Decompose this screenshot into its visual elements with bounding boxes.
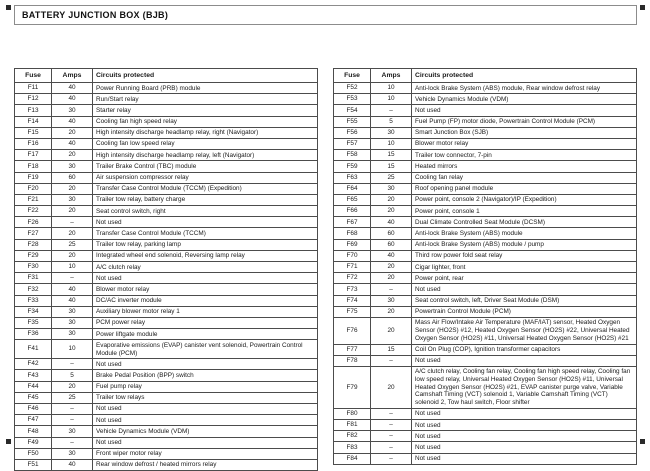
fuse-row bbox=[15, 359, 318, 370]
circuit-cell: Not used bbox=[93, 273, 318, 284]
registration-mark-bottom-right bbox=[640, 439, 645, 444]
registration-mark-top-right bbox=[640, 5, 645, 10]
circuit-cell: Anti-lock Brake System (ABS) module / pump bbox=[412, 239, 637, 250]
fuse-id-cell: F18 bbox=[15, 161, 52, 172]
circuit-cell: Not used bbox=[93, 359, 318, 370]
amps-cell: 20 bbox=[52, 381, 93, 392]
col-header-circuits: Circuits protected bbox=[412, 69, 637, 83]
amps-cell: 40 bbox=[52, 116, 93, 127]
registration-mark-top-left bbox=[6, 5, 11, 10]
amps-cell: 40 bbox=[52, 284, 93, 295]
circuit-cell: Starter relay bbox=[93, 105, 318, 116]
amps-cell: – bbox=[52, 437, 93, 448]
circuit-cell: Not used bbox=[93, 437, 318, 448]
fuse-row bbox=[15, 306, 318, 317]
amps-cell: 40 bbox=[52, 83, 93, 94]
page-title-text: BATTERY JUNCTION BOX (BJB) bbox=[22, 10, 169, 20]
fuse-id-cell: F74 bbox=[334, 295, 371, 306]
amps-cell: 25 bbox=[371, 172, 412, 183]
circuit-cell: Cooling fan relay bbox=[412, 172, 637, 183]
circuit-cell: Power point, console 1 bbox=[412, 206, 637, 217]
col-header-amps: Amps bbox=[52, 69, 93, 83]
amps-cell: – bbox=[371, 442, 412, 453]
amps-cell: 40 bbox=[52, 459, 93, 470]
circuit-cell: Roof opening panel module bbox=[412, 183, 637, 194]
fuse-id-cell: F79 bbox=[334, 366, 371, 408]
fuse-row bbox=[334, 284, 637, 295]
fuse-id-cell: F76 bbox=[334, 317, 371, 344]
fuse-id-cell: F70 bbox=[334, 250, 371, 261]
fuse-row bbox=[15, 381, 318, 392]
fuse-row bbox=[334, 161, 637, 172]
fuse-row bbox=[15, 194, 318, 205]
fuse-row bbox=[334, 105, 637, 116]
circuit-cell: Not used bbox=[412, 431, 637, 442]
circuit-cell: Air suspension compressor relay bbox=[93, 172, 318, 183]
amps-cell: 20 bbox=[371, 262, 412, 273]
fuse-row bbox=[334, 262, 637, 273]
fuse-row bbox=[334, 442, 637, 453]
header-row bbox=[15, 69, 318, 83]
circuit-cell: Fuel pump relay bbox=[93, 381, 318, 392]
amps-cell: 30 bbox=[52, 317, 93, 328]
fuse-id-cell: F13 bbox=[15, 105, 52, 116]
fuse-id-cell: F69 bbox=[334, 239, 371, 250]
amps-cell: 60 bbox=[371, 228, 412, 239]
fuse-row bbox=[15, 228, 318, 239]
fuse-row bbox=[15, 459, 318, 470]
fuse-row bbox=[334, 172, 637, 183]
fuse-row bbox=[334, 194, 637, 205]
amps-cell: 40 bbox=[371, 217, 412, 228]
circuit-cell: Cooling fan low speed relay bbox=[93, 138, 318, 149]
fuse-row bbox=[334, 94, 637, 105]
amps-cell: 15 bbox=[371, 150, 412, 161]
fuse-table-right-body bbox=[334, 83, 637, 465]
amps-cell: 5 bbox=[52, 370, 93, 381]
circuit-cell: Trailer tow relay, battery charge bbox=[93, 194, 318, 205]
amps-cell: 10 bbox=[371, 94, 412, 105]
fuse-id-cell: F26 bbox=[15, 217, 52, 228]
fuse-row bbox=[334, 83, 637, 94]
circuit-cell: Smart Junction Box (SJB) bbox=[412, 127, 637, 138]
fuse-tables bbox=[14, 68, 637, 471]
fuse-id-cell: F21 bbox=[15, 194, 52, 205]
amps-cell: 20 bbox=[371, 273, 412, 284]
amps-cell: 5 bbox=[371, 116, 412, 127]
fuse-id-cell: F54 bbox=[334, 105, 371, 116]
circuit-cell: DC/AC inverter module bbox=[93, 295, 318, 306]
amps-cell: 30 bbox=[52, 426, 93, 437]
circuit-cell: Rear window defrost / heated mirrors relay bbox=[93, 459, 318, 470]
fuse-row bbox=[15, 317, 318, 328]
amps-cell: – bbox=[371, 420, 412, 431]
fuse-row bbox=[15, 94, 318, 105]
fuse-row bbox=[15, 370, 318, 381]
fuse-id-cell: F65 bbox=[334, 194, 371, 205]
fuse-id-cell: F84 bbox=[334, 453, 371, 464]
amps-cell: 40 bbox=[52, 295, 93, 306]
amps-cell: – bbox=[371, 284, 412, 295]
fuse-id-cell: F56 bbox=[334, 127, 371, 138]
amps-cell: 30 bbox=[52, 306, 93, 317]
circuit-cell: Evaporative emissions (EVAP) canister vent solenoid, Powertrain Control Module (PCM) bbox=[93, 340, 318, 359]
fuse-id-cell: F63 bbox=[334, 172, 371, 183]
circuit-cell: Transfer Case Control Module (TCCM) bbox=[93, 228, 318, 239]
fuse-id-cell: F53 bbox=[334, 94, 371, 105]
amps-cell: 30 bbox=[52, 194, 93, 205]
fuse-row bbox=[334, 344, 637, 355]
amps-cell: – bbox=[52, 415, 93, 426]
fuse-row bbox=[15, 426, 318, 437]
fuse-id-cell: F44 bbox=[15, 381, 52, 392]
fuse-id-cell: F30 bbox=[15, 262, 52, 273]
circuit-cell: Cooling fan high speed relay bbox=[93, 116, 318, 127]
amps-cell: – bbox=[371, 453, 412, 464]
circuit-cell: Trailer tow connector, 7-pin bbox=[412, 150, 637, 161]
circuit-cell: Brake Pedal Position (BPP) switch bbox=[93, 370, 318, 381]
col-header-fuse: Fuse bbox=[15, 69, 52, 83]
fuse-row bbox=[15, 250, 318, 261]
amps-cell: 20 bbox=[52, 127, 93, 138]
fuse-id-cell: F72 bbox=[334, 273, 371, 284]
amps-cell: 20 bbox=[52, 183, 93, 194]
fuse-id-cell: F33 bbox=[15, 295, 52, 306]
amps-cell: 15 bbox=[371, 161, 412, 172]
fuse-row bbox=[15, 415, 318, 426]
amps-cell: 30 bbox=[52, 161, 93, 172]
fuse-row bbox=[15, 161, 318, 172]
fuse-row bbox=[15, 217, 318, 228]
circuit-cell: PCM power relay bbox=[93, 317, 318, 328]
fuse-id-cell: F78 bbox=[334, 355, 371, 366]
fuse-row bbox=[15, 150, 318, 161]
fuse-id-cell: F52 bbox=[334, 83, 371, 94]
circuit-cell: Anti-lock Brake System (ABS) module, Rear window defrost relay bbox=[412, 83, 637, 94]
circuit-cell: Not used bbox=[412, 442, 637, 453]
amps-cell: – bbox=[52, 403, 93, 414]
amps-cell: 30 bbox=[371, 183, 412, 194]
circuit-cell: Not used bbox=[93, 217, 318, 228]
amps-cell: 60 bbox=[371, 239, 412, 250]
fuse-id-cell: F36 bbox=[15, 329, 52, 340]
fuse-row bbox=[334, 138, 637, 149]
amps-cell: 40 bbox=[52, 138, 93, 149]
amps-cell: 20 bbox=[371, 206, 412, 217]
circuit-cell: Fuel Pump (FP) motor diode, Powertrain Control Module (PCM) bbox=[412, 116, 637, 127]
fuse-row bbox=[334, 228, 637, 239]
circuit-cell: Coil On Plug (COP), Ignition transformer capacitors bbox=[412, 344, 637, 355]
fuse-id-cell: F45 bbox=[15, 392, 52, 403]
circuit-cell: Not used bbox=[412, 408, 637, 419]
fuse-id-cell: F43 bbox=[15, 370, 52, 381]
fuse-row bbox=[334, 250, 637, 261]
circuit-cell: Seat control switch, right bbox=[93, 206, 318, 217]
circuit-cell: Not used bbox=[93, 403, 318, 414]
fuse-id-cell: F46 bbox=[15, 403, 52, 414]
fuse-row bbox=[15, 284, 318, 295]
fuse-row bbox=[15, 239, 318, 250]
circuit-cell: Trailer tow relay, parking lamp bbox=[93, 239, 318, 250]
amps-cell: 15 bbox=[371, 344, 412, 355]
amps-cell: 40 bbox=[371, 250, 412, 261]
col-header-amps: Amps bbox=[371, 69, 412, 83]
fuse-id-cell: F83 bbox=[334, 442, 371, 453]
circuit-cell: Not used bbox=[412, 453, 637, 464]
fuse-row bbox=[334, 206, 637, 217]
col-header-circuits: Circuits protected bbox=[93, 69, 318, 83]
fuse-id-cell: F28 bbox=[15, 239, 52, 250]
fuse-id-cell: F32 bbox=[15, 284, 52, 295]
fuse-id-cell: F34 bbox=[15, 306, 52, 317]
circuit-cell: High intensity discharge headlamp relay, left (Navigator) bbox=[93, 150, 318, 161]
amps-cell: 20 bbox=[52, 150, 93, 161]
fuse-row bbox=[334, 408, 637, 419]
circuit-cell: Power Running Board (PRB) module bbox=[93, 83, 318, 94]
circuit-cell: A/C clutch relay bbox=[93, 262, 318, 273]
fuse-id-cell: F14 bbox=[15, 116, 52, 127]
fuse-row bbox=[15, 262, 318, 273]
fuse-row bbox=[334, 239, 637, 250]
fuse-row bbox=[15, 448, 318, 459]
amps-cell: 20 bbox=[52, 250, 93, 261]
fuse-id-cell: F68 bbox=[334, 228, 371, 239]
circuit-cell: Power liftgate module bbox=[93, 329, 318, 340]
fuse-id-cell: F12 bbox=[15, 94, 52, 105]
fuse-id-cell: F35 bbox=[15, 317, 52, 328]
fuse-id-cell: F15 bbox=[15, 127, 52, 138]
amps-cell: 40 bbox=[52, 94, 93, 105]
circuit-cell: Run/Start relay bbox=[93, 94, 318, 105]
fuse-row bbox=[334, 127, 637, 138]
fuse-id-cell: F17 bbox=[15, 150, 52, 161]
amps-cell: – bbox=[371, 105, 412, 116]
fuse-row bbox=[334, 295, 637, 306]
fuse-row bbox=[15, 127, 318, 138]
fuse-id-cell: F58 bbox=[334, 150, 371, 161]
amps-cell: – bbox=[52, 217, 93, 228]
fuse-id-cell: F66 bbox=[334, 206, 371, 217]
circuit-cell: Not used bbox=[412, 284, 637, 295]
circuit-cell: Heated mirrors bbox=[412, 161, 637, 172]
page-title bbox=[14, 5, 637, 25]
circuit-cell: Blower motor relay bbox=[93, 284, 318, 295]
fuse-row bbox=[15, 83, 318, 94]
fuse-row bbox=[334, 355, 637, 366]
amps-cell: 10 bbox=[52, 262, 93, 273]
amps-cell: 20 bbox=[52, 206, 93, 217]
amps-cell: 30 bbox=[52, 105, 93, 116]
amps-cell: 20 bbox=[52, 228, 93, 239]
fuse-row bbox=[334, 453, 637, 464]
fuse-id-cell: F47 bbox=[15, 415, 52, 426]
amps-cell: 20 bbox=[371, 317, 412, 344]
amps-cell: 25 bbox=[52, 392, 93, 403]
circuit-cell: Not used bbox=[412, 355, 637, 366]
fuse-id-cell: F16 bbox=[15, 138, 52, 149]
amps-cell: 30 bbox=[371, 295, 412, 306]
fuse-row bbox=[15, 172, 318, 183]
fuse-row bbox=[334, 183, 637, 194]
fuse-row bbox=[15, 329, 318, 340]
circuit-cell: Not used bbox=[412, 420, 637, 431]
fuse-id-cell: F42 bbox=[15, 359, 52, 370]
fuse-id-cell: F51 bbox=[15, 459, 52, 470]
fuse-id-cell: F22 bbox=[15, 206, 52, 217]
circuit-cell: Anti-lock Brake System (ABS) module bbox=[412, 228, 637, 239]
circuit-cell: Powertrain Control Module (PCM) bbox=[412, 306, 637, 317]
fuse-id-cell: F27 bbox=[15, 228, 52, 239]
amps-cell: 20 bbox=[371, 366, 412, 408]
amps-cell: 10 bbox=[371, 138, 412, 149]
fuse-id-cell: F11 bbox=[15, 83, 52, 94]
registration-mark-bottom-left bbox=[6, 439, 11, 444]
fuse-id-cell: F50 bbox=[15, 448, 52, 459]
fuse-row bbox=[334, 273, 637, 284]
fuse-row bbox=[334, 306, 637, 317]
fuse-id-cell: F19 bbox=[15, 172, 52, 183]
fuse-id-cell: F49 bbox=[15, 437, 52, 448]
circuit-cell: A/C clutch relay, Cooling fan relay, Cooling fan high speed relay, Cooling fan low speed relay, Universal Heated Oxygen Sensor (HO2S) #11, Universal Heated Oxygen Sensor (HO2S) #21, EVAP canister purge valve, Variable Camshaft Timing (VCT) solenoid 1, Variable Camshaft Timing (VCT) solenoid 2, Tow haul switch, Floor shifter bbox=[412, 366, 637, 408]
amps-cell: – bbox=[52, 359, 93, 370]
fuse-row bbox=[15, 340, 318, 359]
header-row bbox=[334, 69, 637, 83]
fuse-id-cell: F41 bbox=[15, 340, 52, 359]
circuit-cell: Integrated wheel end solenoid, Reversing lamp relay bbox=[93, 250, 318, 261]
fuse-table-right bbox=[333, 68, 637, 465]
fuse-id-cell: F71 bbox=[334, 262, 371, 273]
fuse-row bbox=[15, 105, 318, 116]
circuit-cell: Not used bbox=[93, 415, 318, 426]
fuse-row bbox=[334, 150, 637, 161]
fuse-id-cell: F48 bbox=[15, 426, 52, 437]
col-header-fuse: Fuse bbox=[334, 69, 371, 83]
fuse-row bbox=[334, 116, 637, 127]
fuse-row bbox=[15, 116, 318, 127]
fuse-id-cell: F73 bbox=[334, 284, 371, 295]
amps-cell: 30 bbox=[371, 127, 412, 138]
fuse-id-cell: F31 bbox=[15, 273, 52, 284]
fuse-id-cell: F29 bbox=[15, 250, 52, 261]
fuse-id-cell: F55 bbox=[334, 116, 371, 127]
amps-cell: – bbox=[371, 431, 412, 442]
fuse-id-cell: F59 bbox=[334, 161, 371, 172]
amps-cell: – bbox=[52, 273, 93, 284]
fuse-id-cell: F82 bbox=[334, 431, 371, 442]
circuit-cell: Blower motor relay bbox=[412, 138, 637, 149]
fuse-id-cell: F67 bbox=[334, 217, 371, 228]
circuit-cell: Third row power fold seat relay bbox=[412, 250, 637, 261]
circuit-cell: Not used bbox=[412, 105, 637, 116]
fuse-row bbox=[15, 138, 318, 149]
fuse-id-cell: F80 bbox=[334, 408, 371, 419]
fuse-row bbox=[15, 295, 318, 306]
amps-cell: – bbox=[371, 355, 412, 366]
fuse-row bbox=[15, 206, 318, 217]
circuit-cell: Power point, rear bbox=[412, 273, 637, 284]
fuse-row bbox=[334, 431, 637, 442]
circuit-cell: Dual Climate Controlled Seat Module (DCSM) bbox=[412, 217, 637, 228]
amps-cell: 20 bbox=[371, 194, 412, 205]
fuse-id-cell: F64 bbox=[334, 183, 371, 194]
fuse-id-cell: F75 bbox=[334, 306, 371, 317]
fuse-row bbox=[15, 183, 318, 194]
circuit-cell: Power point, console 2 (Navigator)/IP (Expedition) bbox=[412, 194, 637, 205]
circuit-cell: Vehicle Dynamics Module (VDM) bbox=[412, 94, 637, 105]
circuit-cell: Trailer tow relays bbox=[93, 392, 318, 403]
fuse-row bbox=[334, 217, 637, 228]
amps-cell: 20 bbox=[371, 306, 412, 317]
circuit-cell: Transfer Case Control Module (TCCM) (Expedition) bbox=[93, 183, 318, 194]
circuit-cell: Trailer Brake Control (TBC) module bbox=[93, 161, 318, 172]
circuit-cell: Mass Air Flow/Intake Air Temperature (MAF/IAT) sensor, Heated Oxygen Sensor (HO2S) #12, Heated Oxygen Sensor (HO2S) #22, Universal Heated Oxygen Sensor (HO2S) #11, Universal Heated Oxygen Sensor (HO2S) #21 bbox=[412, 317, 637, 344]
circuit-cell: Auxiliary blower motor relay 1 bbox=[93, 306, 318, 317]
fuse-row bbox=[334, 420, 637, 431]
fuse-id-cell: F20 bbox=[15, 183, 52, 194]
circuit-cell: Front wiper motor relay bbox=[93, 448, 318, 459]
amps-cell: 10 bbox=[371, 83, 412, 94]
circuit-cell: Seat control switch, left, Driver Seat Module (DSM) bbox=[412, 295, 637, 306]
fuse-id-cell: F81 bbox=[334, 420, 371, 431]
fuse-table-left-body bbox=[15, 83, 318, 471]
fuse-id-cell: F57 bbox=[334, 138, 371, 149]
circuit-cell: Cigar lighter, front bbox=[412, 262, 637, 273]
fuse-row bbox=[15, 273, 318, 284]
amps-cell: 60 bbox=[52, 172, 93, 183]
amps-cell: 25 bbox=[52, 239, 93, 250]
amps-cell: – bbox=[371, 408, 412, 419]
circuit-cell: Vehicle Dynamics Module (VDM) bbox=[93, 426, 318, 437]
amps-cell: 30 bbox=[52, 329, 93, 340]
fuse-row bbox=[334, 317, 637, 344]
fuse-row bbox=[15, 392, 318, 403]
fuse-id-cell: F77 bbox=[334, 344, 371, 355]
amps-cell: 10 bbox=[52, 340, 93, 359]
fuse-table-left bbox=[14, 68, 318, 471]
circuit-cell: High intensity discharge headlamp relay, right (Navigator) bbox=[93, 127, 318, 138]
fuse-row bbox=[334, 366, 637, 408]
fuse-row bbox=[15, 403, 318, 414]
amps-cell: 30 bbox=[52, 448, 93, 459]
